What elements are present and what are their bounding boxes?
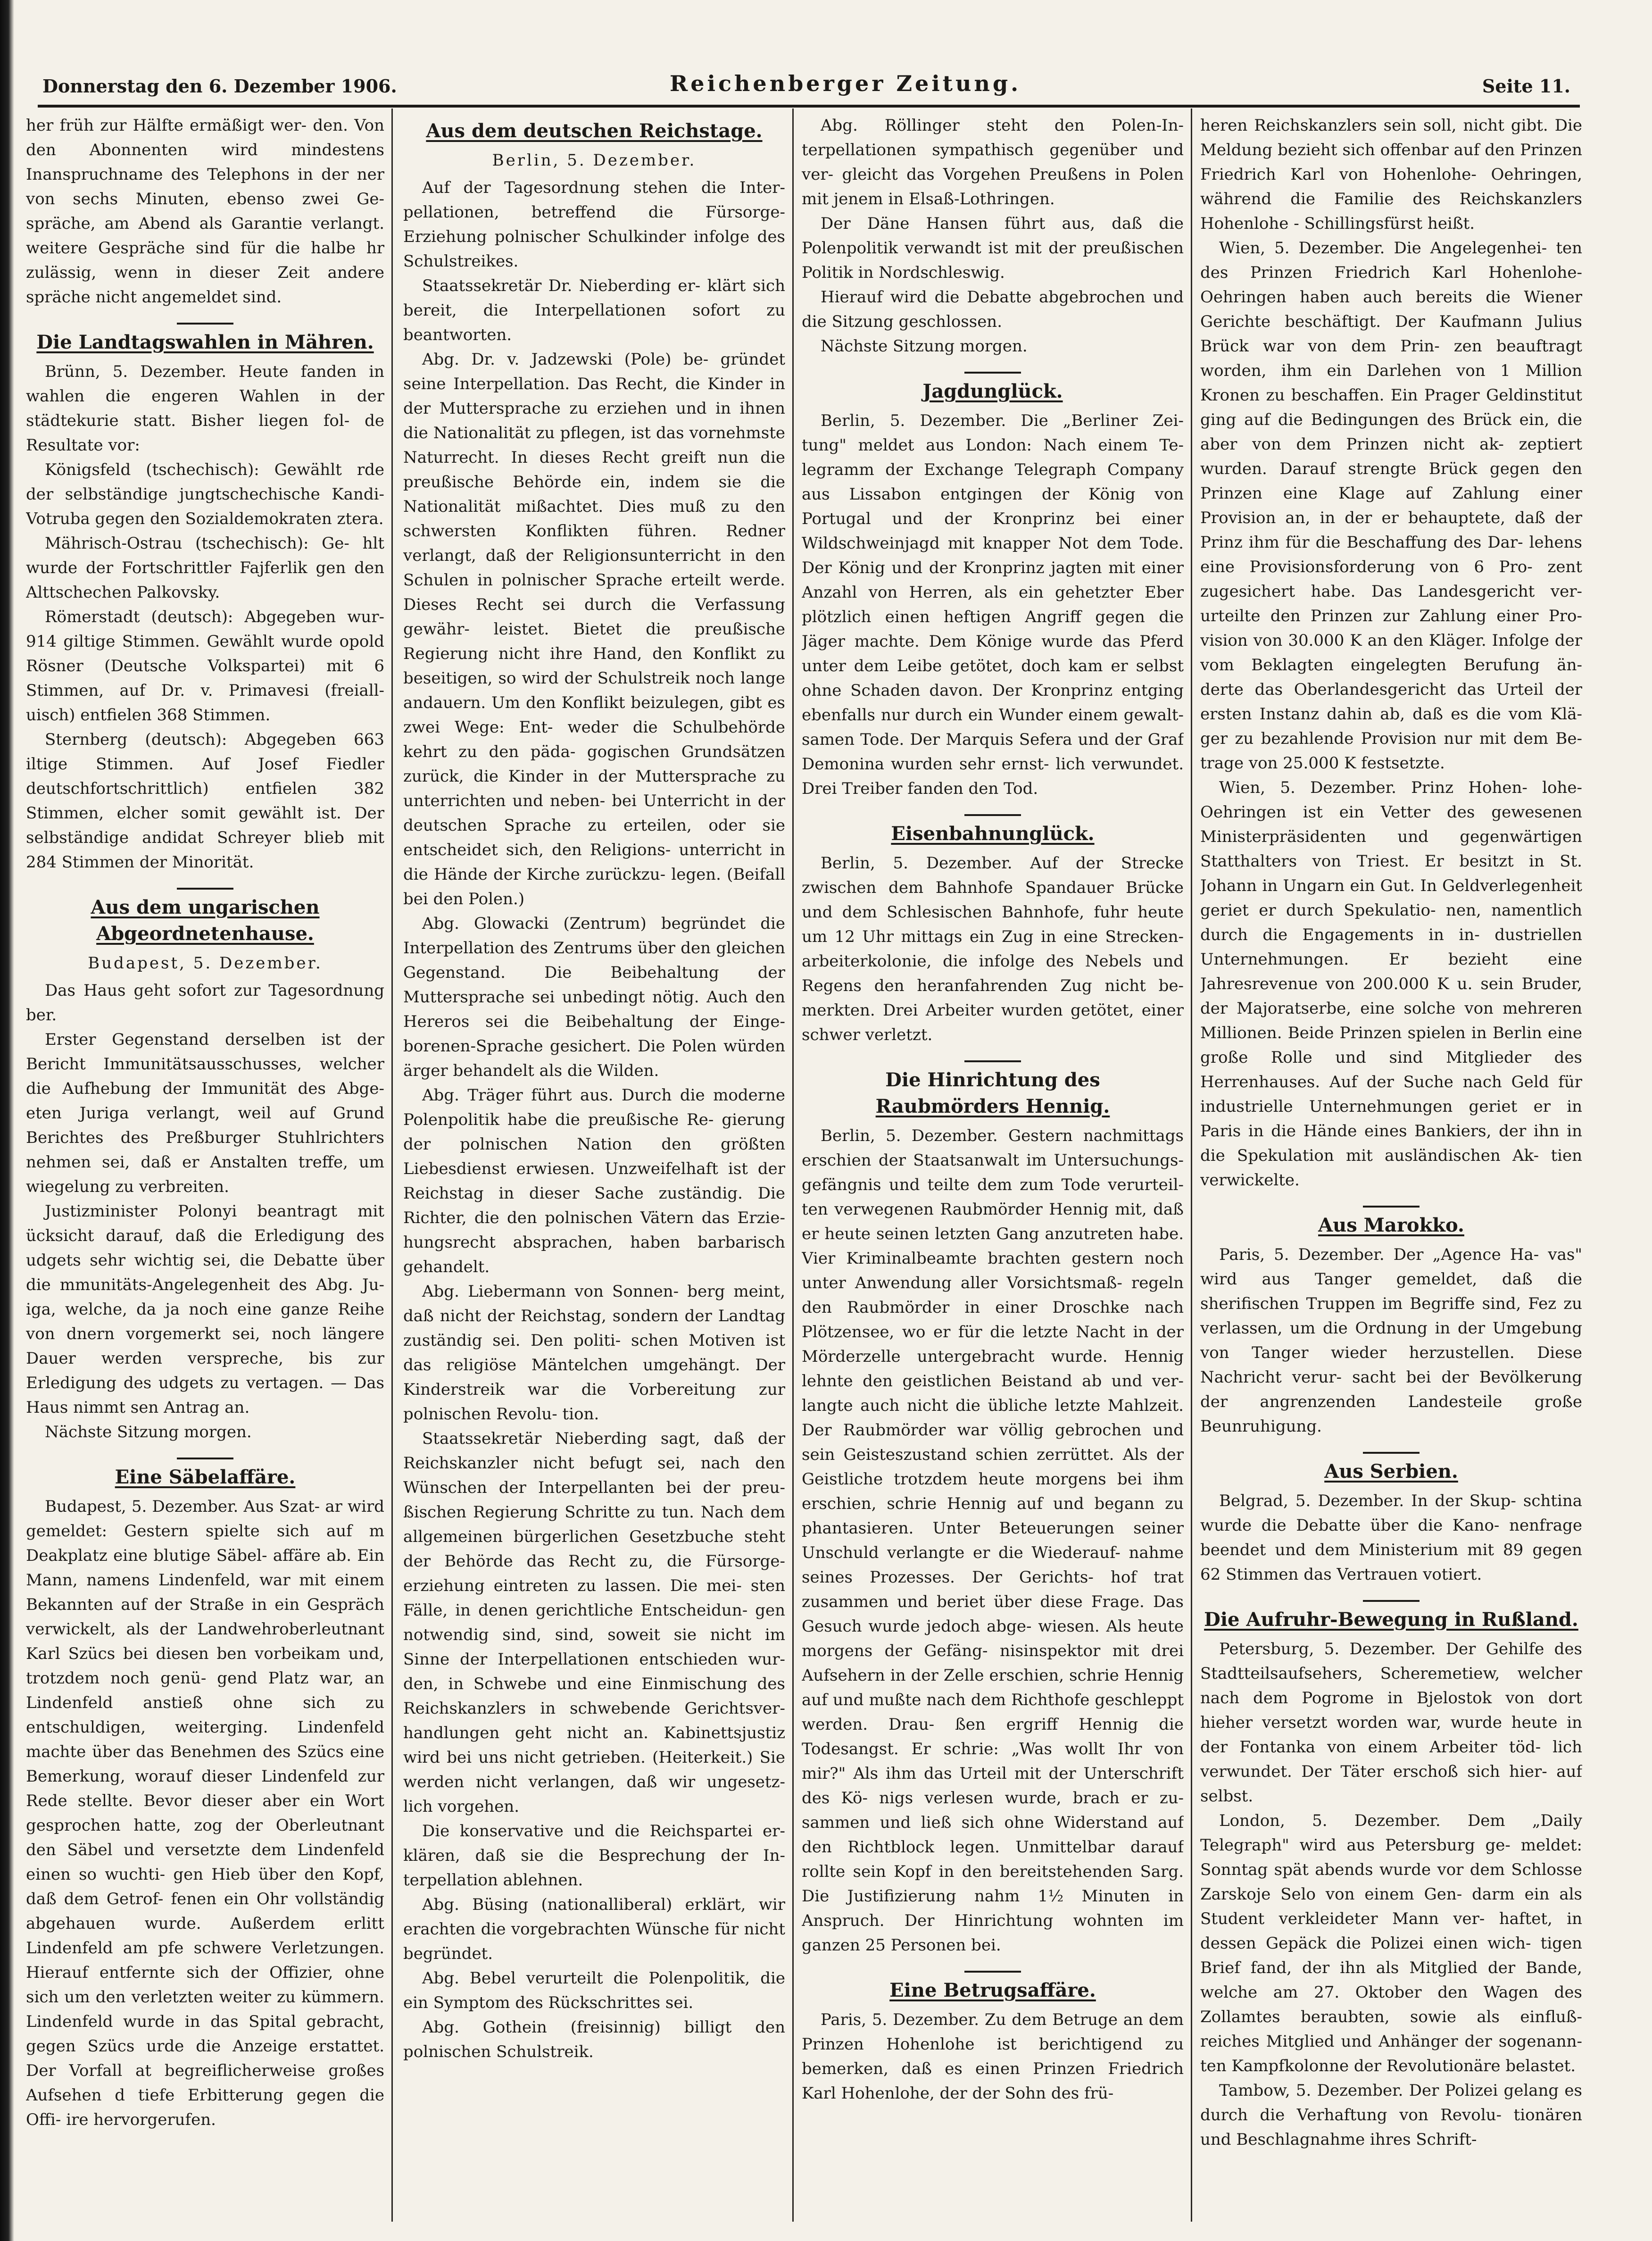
article-text: Budapest, 5. Dezember. Aus Szat- ar wird gemeldet: Gestern spielte sich auf m Deakplatz eine blutige Säbel- affäre ab. Ein Mann, namens Lindenfeld, war mit einem Bekannten auf der Straße in ein Gespräch verwickelt, als der Landwehroberleutnant Karl Szücs bei diesen ben vorbeikam und, trotzdem noch genü- gend Platz war, an Lindenfeld anstieß ohne sich zu entschuldigen, weiterging. Lindenfeld machte über das Benehmen des Szücs eine Bemerkung, worauf dieser Lindenfeld zur Rede stellte. Bevor dieser aber ein Wort gesprochen hatte, zog der Oberleutnant den Säbel und versetzte dem Lindenfeld einen so wuchti- gen Hieb über den Kopf, daß dem Getrof- fenen ein Ohr vollständig abgehauen wurde. Außerdem erlitt Lindenfeld am pfe schwere Verletzungen. Hierauf entfernte sich der Offizier, ohne sich um den verletzten weiter zu kümmern. Lindenfeld wurde in das Spital gebracht, gegen Szücs urde die Anzeige erstattet. Der Vorfall at begreiflicherweise großes Aufsehen d tiefe Erbitterung gegen die Offi- ire hervorgerufen.	[26, 1497, 384, 2129]
article-text: Berlin, 5. Dezember. Die „Berliner Zei- tung" meldet aus London: Nach einem Te- legramm der Exchange Telegraph Company aus Lissabon entgingen der König von Portugal und der Kronprinz bei einer Wildschweinjagd mit knapper Not dem Tode. Der König und der Kronprinz jagten mit einer Anzahl von Herren, als ein gehetzter Eber plötzlich einen heftigen Angriff gegen die Jäger machte. Dem Könige wurde das Pferd unter dem Leibe getötet, doch kam er selbst ohne Schaden davon. Der Kronprinz entging ebenfalls nur durch ein Wunder einem gewalt- samen Tode. Der Marquis Sefera und der Graf Demonina wurden sehr ernst- lich verwundet. Drei Treiber fanden den Tod.	[802, 411, 1184, 798]
column-3	[802, 113, 1184, 2217]
article-separator	[964, 814, 1021, 816]
column-divider	[391, 108, 393, 2222]
page-number: Seite 11.	[1482, 75, 1570, 97]
article-text: Wien, 5. Dezember. Prinz Hohen- lohe-Oehringen ist ein Vetter des gewesenen Ministerpräsidenten und gegenwärtigen Statthalters von Triest. Er besitzt in St. Johann in Ungarn ein Gut. In Geldverlegenheit geriet er durch Spekulatio- nen, namentlich durch die Engagements in in- dustriellen Unternehmungen. Er bezieht eine Jahresrevenue von 200.000 K u. sein Bruder, der Majoratserbe, eine solche von mehreren Millionen. Beide Prinzen spielen in Berlin eine große Rolle und sind Mitglieder des Herrenhauses. Auf der Suche nach Geld für industrielle Unternehmungen geriet er in Paris in die Hände eines Bankiers, der ihn in die Spekulation mit ausländischen Ak- tien verwickelte.	[1200, 778, 1582, 1190]
article-text: Sternberg (deutsch): Abgegeben 663 iltige Stimmen. Auf Josef Fiedler deutschfortschrittlich) entfielen 382 Stimmen, elcher somit gewählt ist. Der selbständige andidat Schreyer blieb mit 284 Stimmen der Minorität.	[26, 730, 384, 872]
article-text: Abg. Träger führt aus. Durch die moderne Polenpolitik habe die preußische Re- gierung der polnischen Nation den größten Liebesdienst erwiesen. Unzweifelhaft ist der Reichstag in dieser Sache zuständig. Die Richter, die den polnischen Vätern das Erzie- hungsrecht absprachen, haben barbarisch gehandelt.	[403, 1086, 785, 1276]
article-text: Abg. Dr. v. Jadzewski (Pole) be- gründet seine Interpellation. Das Recht, die Kinder in der Muttersprache zu erziehen und in ihnen die Nationalität zu pflegen, ist das vornehmste Naturrecht. In dieses Recht greift nun die preußische Behörde ein, indem sie die Nationalität mißachtet. Dies muß zu den schwersten Konflikten führen. Redner verlangt, daß der Religionsunterricht in den Schulen in polnischer Sprache erteilt werde. Dieses Recht sei durch die Verfassung gewähr- leistet. Bietet die preußische Regierung nicht ihre Hand, den Konflikt zu beseitigen, so wird der Schulstreik noch lange andauern. Um den Konflikt beizulegen, gibt es zwei Wege: Ent- weder die Schulbehörde kehrt zu den päda- gogischen Grundsätzen zurück, die Kinder in der Muttersprache zu unterrichten und neben- bei Unterricht in der deutschen Sprache zu erteilen, oder sie entscheidet sich, den Religions- unterricht in die Hände der Kirche zurückzu- legen. (Beifall bei den Polen.)	[403, 350, 785, 908]
article-text: Abg. Bebel verurteilt die Polenpolitik, die ein Symptom des Rückschrittes sei.	[403, 1969, 785, 2012]
article-text: Staatssekretär Dr. Nieberding er- klärt sich bereit, die Interpellationen sofort zu beantworten.	[403, 276, 785, 344]
article-text: Nächste Sitzung morgen.	[45, 1423, 252, 1441]
article-text: Das Haus geht sofort zur Tagesordnung ber.	[26, 981, 384, 1025]
article-text: her früh zur Hälfte ermäßigt wer- den. Von den Abonnenten wird mindestens Inanspruchname des Telephons in der ner von sechs Minuten, ebenso zwei Ge- spräche, am Abend als Garantie verlangt. weitere Gespräche sind für die halbe hr zulässig, wenn in dieser Zeit andere spräche nicht angemeldet sind.	[26, 116, 384, 307]
article-text: Mährisch-Ostrau (tschechisch): Ge- hlt wurde der Fortschrittler Fajferlik gen den Alttschechen Palkovsky.	[26, 534, 384, 602]
article-text: Nächste Sitzung morgen.	[821, 337, 1028, 356]
article-heading: Eisenbahnunglück.	[891, 823, 1095, 845]
article-separator	[177, 323, 233, 325]
article-text: Abg. Glowacki (Zentrum) begründet die Interpellation des Zentrums über den gleichen Gegenstand. Die Beibehaltung der Muttersprache sei unbedingt nötig. Auch den Hereros sei die Beibehaltung der Einge- borenen-Sprache gesichert. Die Polen würden ärger behandelt als die Wilden.	[403, 914, 785, 1080]
article-text: Tambow, 5. Dezember. Der Polizei gelang es durch die Verhaftung von Revolu- tionären und Beschlagnahme ihres Schrift-	[1200, 2081, 1582, 2149]
article-heading: Raubmörders Hennig.	[875, 1095, 1110, 1117]
article-heading: Die Aufruhr-Bewegung in Rußland.	[1204, 1608, 1578, 1631]
article-text: Belgrad, 5. Dezember. In der Skup- schtina wurde die Debatte über die Kano- nenfrage beendet und dem Ministerium mit 89 gegen 62 Stimmen das Vertrauen votiert.	[1200, 1491, 1582, 1584]
article-heading: Aus dem ungarischen Abgeordnetenhause.	[91, 896, 320, 945]
page-edge-shadow	[0, 0, 14, 2241]
article-text: Wien, 5. Dezember. Die Angelegenhei- ten des Prinzen Friedrich Karl Hohenlohe-Oehringen haben auch bereits die Wiener Gerichte beschäftigt. Der Kaufmann Julius Brück war von dem Prin- zen beauftragt worden, ihm ein Darlehen von 1 Million Kronen zu beschaffen. Ein Prager Geldinstitut ging auf die Bedingungen des Brück ein, die aber von dem Prinzen nicht ak- zeptiert wurden. Darauf strengte Brück gegen den Prinzen eine Klage auf Zahlung einer Provision an, in der er behauptete, daß der Prinz ihm für die Beschaffung des Dar- lehens eine Provisionsforderung von 6 Pro- zent zugesichert habe. Das Landesgericht ver- urteilte den Prinzen zur Zahlung einer Pro- vision von 30.000 K an den Kläger. Infolge der vom Beklagten eingelegten Berufung än- derte das Oberlandesgericht das Urteil der ersten Instanz dahin ab, daß es die vom Klä- ger zu bezahlende Provision nur mit dem Be- trage von 25.000 K festsetzte.	[1200, 239, 1582, 773]
article-separator	[964, 1971, 1021, 1973]
article-text: Paris, 5. Dezember. Der „Agence Ha- vas" wird aus Tanger gemeldet, daß die sherifischen Truppen im Begriffe sind, Fez zu verlassen, um die Ordnung in der Umgebung von Tanger wieder herzustellen. Diese Nachricht verur- sacht bei der Bevölkerung der angrenzenden Landesteile große Beunruhigung.	[1200, 1245, 1582, 1436]
article-separator	[964, 372, 1021, 374]
article-text: Paris, 5. Dezember. Zu dem Betruge an dem Prinzen Hohenlohe ist berichtigend zu bemerken, daß es einen Prinzen Friedrich Karl Hohenlohe, der der Sohn des frü-	[802, 2010, 1184, 2103]
article-text: Berlin, 5. Dezember. Auf der Strecke zwischen dem Bahnhofe Spandauer Brücke und dem Schlesischen Bahnhofe, fuhr heute um 12 Uhr mittags ein Zug in eine Strecken- arbeiterkolonie, die infolge des Nebels und Regens den heranfahrenden Zug nicht be- merkten. Drei Arbeiter wurden getötet, einer schwer verletzt.	[802, 854, 1184, 1044]
article-text: Hierauf wird die Debatte abgebrochen und die Sitzung geschlossen.	[802, 288, 1184, 331]
article-heading: Jagdunglück.	[922, 380, 1063, 402]
article-text: Abg. Röllinger steht den Polen-In- terpellationen sympathisch gegenüber und ver- gleicht das Vorgehen Preußens in Polen mit jenem in Elsaß-Lothringen.	[802, 116, 1184, 208]
article-text: Der Däne Hansen führt aus, daß die Polenpolitik verwandt ist mit der preußischen Politik in Nordschleswig.	[802, 214, 1184, 282]
article-text: Abg. Büsing (nationalliberal) erklärt, wir erachten die vorgebrachten Wünsche für nicht begründet.	[403, 1895, 785, 1963]
article-text: Römerstadt (deutsch): Abgegeben wur- 914 giltige Stimmen. Gewählt wurde opold Rösner (Deutsche Volkspartei) mit 6 Stimmen, auf Dr. v. Primavesi (freiall- uisch) entfielen 368 Stimmen.	[26, 608, 384, 725]
article-heading: Eine Säbelaffäre.	[115, 1466, 296, 1488]
article-heading: Aus dem deutschen Reichstage.	[426, 120, 763, 142]
page-header	[42, 71, 1570, 104]
masthead-title: Reichenberger Zeitung.	[670, 71, 1021, 96]
article-text: London, 5. Dezember. Dem „Daily Telegraph" wird aus Petersburg ge- meldet: Sonntag spät abends wurde vor dem Schlosse Zarskoje Selo von einem Gen- darm ein als Student verkleideter Mann ver- haftet, in dessen Gepäck die Polizei einen wich- tigen Brief fand, der ihn als Mitglied der Bande, welche am 27. Oktober den Wagen des Zollamtes beraubten, sowie als einfluß- reiches Mitglied und Anhänger der sogenann- ten Kampfkolonne der Revolutionäre belastet.	[1200, 1811, 1582, 2075]
column-2	[403, 113, 785, 2217]
article-dateline: Budapest, 5. Dezember.	[88, 954, 323, 973]
article-text: heren Reichskanzlers sein soll, nicht gibt. Die Meldung bezieht sich offenbar auf den Prinzen Friedrich Karl von Hohenlohe- Oehringen, während die Familie des Reichskanzlers Hohenlohe - Schillingsfürst heißt.	[1200, 116, 1582, 233]
article-text: Berlin, 5. Dezember. Gestern nachmittags erschien der Staatsanwalt im Untersuchungs- gefängnis und teilte dem zum Tode verurteil- ten verwegenen Raubmörder Hennig mit, daß er heute seinen letzten Gang anzutreten habe. Vier Kriminalbeamte brachten gestern noch unter Anwendung aller Vorsichtsmaß- regeln den Raubmörder in einer Droschke nach Plötzensee, wo er für die letzte Nacht in der Mörderzelle untergebracht wurde. Hennig lehnte den geistlichen Beistand ab und ver- langte auch nicht die übliche letzte Mahlzeit. Der Raubmörder war völlig gebrochen und sein Geisteszustand schien zerrüttet. Als der Geistliche trotzdem heute morgens bei ihm erschien, schrie Hennig auf und begann zu phantasieren. Unter Beteuerungen seiner Unschuld verlangte er die Wiederauf- nahme seines Prozesses. Der Gerichts- hof trat zusammen und beriet über diese Frage. Das Gesuch wurde jedoch abge- wiesen. Als heute morgens der Gefäng- nisinspektor mit drei Aufsehern in der Zelle erschien, schrie Hennig auf und mußte nach dem Richthofe geschleppt werden. Drau- ßen ergriff Hennig die Todesangst. Er schrie: „Was wollt Ihr von mir?" Als ihm das Urteil mit der Unterschrift des Kö- nigs verlesen wurde, brach er zu- sammen und ließ sich ohne Widerstand auf den Richtblock legen. Unmittelbar darauf rollte sein Kopf in den bereitstehenden Sarg. Die Justifizierung nahm 1½ Minuten in Anspruch. Der Hinrichtung wohnten im ganzen 25 Personen bei.	[802, 1126, 1184, 1955]
article-text: Die konservative und die Reichspartei er- klären, daß sie die Besprechung der In- terpellation ablehnen.	[403, 1822, 785, 1890]
article-heading: Aus Marokko.	[1318, 1214, 1464, 1236]
article-text: Abg. Liebermann von Sonnen- berg meint, daß nicht der Reichstag, sondern der Landtag zuständig sei. Den politi- schen Motiven ist das religiöse Mäntelchen umgehängt. Der Kinderstreik war die Vorbereitung zur polnischen Revolu- tion.	[403, 1282, 785, 1424]
header-date: Donnerstag den 6. Dezember 1906.	[42, 75, 397, 97]
column-4	[1200, 113, 1582, 2217]
column-divider	[1191, 108, 1192, 2222]
column-divider	[792, 108, 794, 2222]
article-text: Petersburg, 5. Dezember. Der Gehilfe des Stadtteilsaufsehers, Scheremetiew, welcher nach dem Pogrome in Bjelostok von dort hieher versetzt worden war, wurde heute in der Fontanka von einem Arbeiter töd- lich verwundet. Der Täter erschoß sich hier- auf selbst.	[1200, 1640, 1582, 1806]
article-separator	[177, 888, 233, 890]
article-heading: Aus Serbien.	[1324, 1460, 1458, 1483]
article-separator	[1363, 1206, 1420, 1208]
article-separator	[1363, 1600, 1420, 1602]
header-rule	[38, 105, 1580, 108]
article-text: Staatssekretär Nieberding sagt, daß der Reichskanzler nicht befugt sei, nach den Wünschen der Interpellanten bei der preu- ßischen Regierung Schritte zu tun. Nach dem allgemeinen bürgerlichen Gesetzbuche steht der Behörde das Recht zu, die Fürsorge- erziehung eintreten zu lassen. Die mei- sten Fälle, in denen gerichtliche Entscheidun- gen notwendig sind, sind, soweit sie nicht im Sinne der Interpellationen entschieden wur- den, in Schwebe und eine Einmischung des Reichskanzlers in schwebende Gerichtsver- handlungen geht nicht an. Kabinettsjustiz wird bei uns nicht getrieben. (Heiterkeit.) Sie werden nicht verlangen, daß wir ungesetz- lich vorgehen.	[403, 1429, 785, 1816]
article-dateline: Berlin, 5. Dezember.	[492, 151, 697, 170]
article-text: Abg. Gothein (freisinnig) billigt den polnischen Schulstreik.	[403, 2018, 785, 2061]
article-text: Auf der Tagesordnung stehen die Inter- pellationen, betreffend die Fürsorge-Erziehung polnischer Schulkinder infolge des Schulstreikes.	[403, 178, 785, 271]
article-separator	[964, 1060, 1021, 1062]
article-text: Brünn, 5. Dezember. Heute fanden in wahlen die engeren Wahlen in der städtekurie statt. Bisher liegen fol- de Resultate vor:	[26, 362, 384, 455]
article-heading: Die Landtagswahlen in Mähren.	[36, 331, 374, 353]
article-text: Justizminister Polonyi beantragt mit ücksicht darauf, daß die Erledigung des udgets sehr wichtig sei, die Debatte über die mmunitäts-Angelegenheit des Abg. Ju- iga, welche, da ja noch eine ganze Reihe von dnern vorgemerkt sei, noch längere Dauer werden verspreche, bis zur Erledigung des udgets zu vertagen. — Das Haus nimmt sen Antrag an.	[26, 1202, 384, 1417]
article-separator	[1363, 1452, 1420, 1454]
column-1	[26, 113, 384, 2217]
article-heading: Die Hinrichtung des	[885, 1069, 1100, 1091]
article-text: Erster Gegenstand derselben ist der Bericht Immunitätsausschusses, welcher die Aufhebung der Immunität des Abge- eten Juriga verlangt, weil auf Grund Berichtes des Preßburger Stuhlrichters nehmen sei, daß er Anstalten treffe, um wiegelung zu verbreiten.	[26, 1030, 384, 1196]
article-heading: Eine Betrugsaffäre.	[889, 1979, 1096, 2001]
article-separator	[177, 1458, 233, 1459]
article-text: Königsfeld (tschechisch): Gewählt rde der selbständige jungtschechische Kandi- Votruba gegen den Sozialdemokraten ztera.	[26, 460, 384, 528]
